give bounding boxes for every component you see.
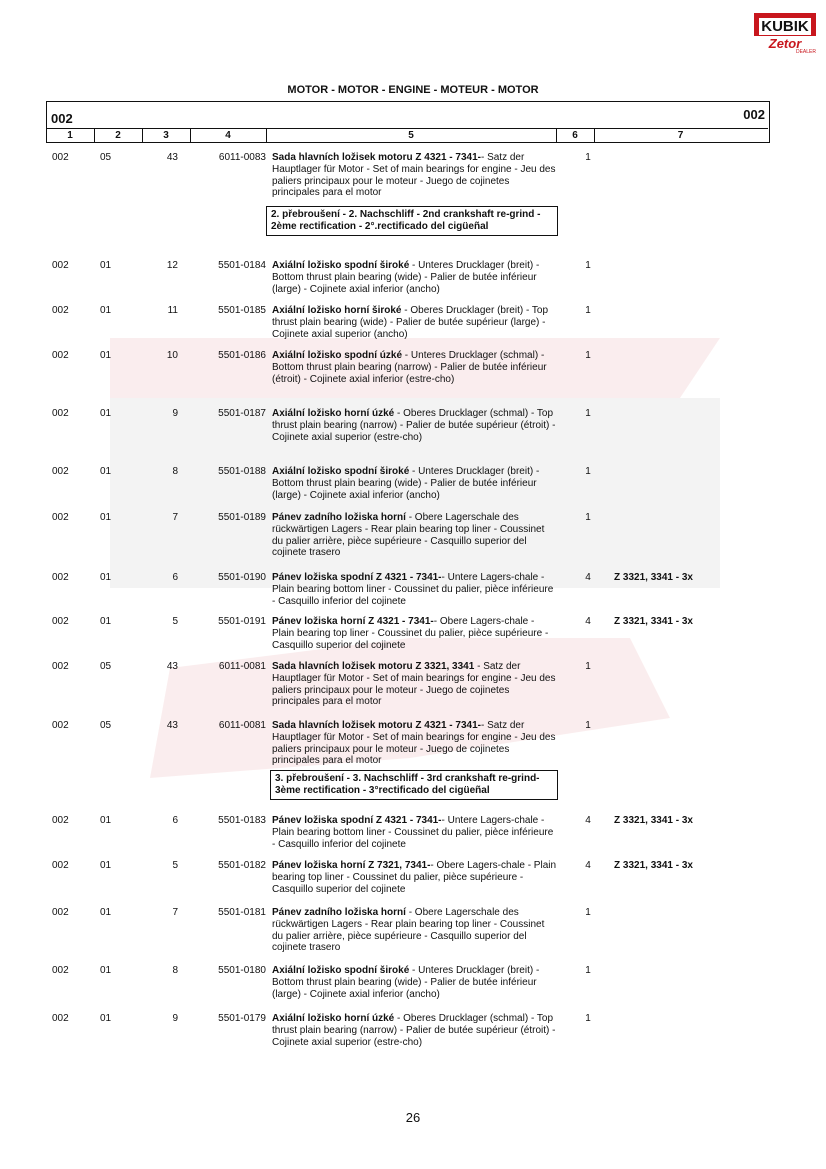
description-czech: Pánev zadního ložiska horní [272, 512, 406, 523]
description-czech: Sada hlavních ložisek motoru Z 4321 - 7341- [272, 720, 481, 731]
description-czech: Axiální ložisko horní úzké [272, 408, 395, 419]
description-cell [272, 815, 557, 850]
group-cell: 002 [52, 965, 69, 976]
description-cell [272, 661, 557, 708]
position-cell: 6 [172, 572, 178, 583]
part-number-cell: 6011-0081 [218, 661, 266, 672]
page-title: MOTOR - MOTOR - ENGINE - MOTEUR - MOTOR [287, 84, 539, 96]
logo-zetor-text: Zetor [768, 36, 802, 51]
group-cell: 002 [52, 152, 69, 163]
description-czech: Sada hlavních ložisek motoru Z 4321 - 7341- [272, 152, 481, 163]
col-header-2: 2 [94, 129, 143, 142]
part-number-cell: 5501-0182 [218, 860, 266, 871]
part-number-cell: 5501-0183 [218, 815, 266, 826]
group-cell: 002 [52, 512, 69, 523]
part-number-cell: 5501-0191 [218, 616, 266, 627]
part-number-cell: 5501-0184 [218, 260, 266, 271]
col-header-4: 4 [190, 129, 267, 142]
subgroup-cell: 01 [100, 965, 112, 976]
regrind-note-2: 2. přebroušení - 2. Nachschliff - 2nd crankshaft re-grind - 2ème rectification - 2°.rectificado del cigüeñal [266, 206, 558, 236]
description-cell [272, 965, 557, 1000]
group-number-right: 002 [743, 107, 765, 122]
description-czech: Axiální ložisko horní široké [272, 305, 402, 316]
group-cell: 002 [52, 572, 69, 583]
description-translations: - Satz der Hauptlager für Motor - Set of main bearings for engine - Jeu des paliers principaux pour le moteur - Juego de cojinetes principales para el motor [272, 661, 556, 708]
subgroup-cell: 01 [100, 907, 112, 918]
part-number-cell: 6011-0083 [218, 152, 266, 163]
description-czech: Pánev ložiska horní Z 7321, 7341- [272, 860, 431, 871]
description-cell [272, 260, 557, 295]
part-number-cell: 5501-0189 [218, 512, 266, 523]
kubik-zetor-logo [754, 13, 816, 55]
note-cell: Z 3321, 3341 - 3x [614, 616, 693, 627]
part-number-cell: 5501-0179 [218, 1013, 266, 1024]
position-cell: 9 [172, 408, 178, 419]
description-cell [272, 907, 557, 954]
part-number-cell: 5501-0180 [218, 965, 266, 976]
page-number: 26 [405, 1110, 421, 1125]
position-cell: 5 [172, 616, 178, 627]
description-cell [272, 152, 557, 199]
description-translations: - Obere Lagers-chale - Plain bearing top liner - Coussinet du palier, pièce supérieure - Casquillo superior del cojinete [272, 616, 549, 651]
description-cell [272, 466, 557, 501]
position-cell: 12 [166, 260, 178, 271]
subgroup-cell: 01 [100, 815, 112, 826]
group-number-left: 002 [51, 111, 73, 126]
description-translations: - Unteres Drucklager (breit) - Bottom thrust plain bearing (wide) - Palier de butée inférieur (large) - Cojinete axial inferior (ancho) [272, 965, 540, 1000]
description-cell [272, 1013, 557, 1048]
group-cell: 002 [52, 720, 69, 731]
position-cell: 8 [172, 965, 178, 976]
description-translations: - Oberes Drucklager (schmal) - Top thrust plain bearing (narrow) - Palier de butée supérieur (étroit) - Cojinete axial superior (estre-cho) [272, 408, 556, 443]
subgroup-cell: 01 [100, 616, 112, 627]
description-cell [272, 408, 557, 443]
note-cell: Z 3321, 3341 - 3x [614, 860, 693, 871]
group-cell: 002 [52, 466, 69, 477]
quantity-cell: 4 [585, 616, 591, 627]
group-cell: 002 [52, 305, 69, 316]
col-header-1: 1 [46, 129, 95, 142]
description-czech: Axiální ložisko spodní úzké [272, 350, 403, 361]
part-number-cell: 5501-0186 [218, 350, 266, 361]
description-translations: - Satz der Hauptlager für Motor - Set of main bearings for engine - Jeu des paliers principaux pour le moteur - Juego de cojinetes principales para el motor [272, 720, 556, 767]
subgroup-cell: 01 [100, 466, 112, 477]
description-czech: Axiální ložisko spodní široké [272, 965, 410, 976]
description-translations: - Obere Lagerschale des rückwärtigen Lagers - Rear plain bearing top liner - Coussinet du palier arrière, pièce supérieure - Casquillo superior del cojinete trasero [272, 512, 545, 559]
subgroup-cell: 01 [100, 1013, 112, 1024]
col-header-3: 3 [142, 129, 191, 142]
description-translations: - Satz der Hauptlager für Motor - Set of main bearings for engine - Jeu des paliers principaux pour le moteur - Juego de cojinetes principales para el motor [272, 152, 556, 199]
subgroup-cell: 01 [100, 512, 112, 523]
description-cell [272, 572, 557, 607]
subgroup-cell: 01 [100, 572, 112, 583]
description-translations: - Oberes Drucklager (schmal) - Top thrust plain bearing (narrow) - Palier de butée supérieur (étroit) - Cojinete axial superior (estre-cho) [272, 1013, 556, 1048]
description-czech: Pánev ložiska spodní Z 4321 - 7341- [272, 815, 442, 826]
part-number-cell: 5501-0185 [218, 305, 266, 316]
col-header-6: 6 [556, 129, 595, 142]
note-cell: Z 3321, 3341 - 3x [614, 572, 693, 583]
description-translations: - Unteres Drucklager (breit) - Bottom thrust plain bearing (wide) - Palier de butée inférieur (large) - Cojinete axial inferior (ancho) [272, 466, 540, 501]
quantity-cell: 1 [585, 661, 591, 672]
position-cell: 10 [166, 350, 178, 361]
regrind-note-3: 3. přebroušení - 3. Nachschliff - 3rd crankshaft re-grind- 3ème rectification - 3°rectificado del cigüeñal [270, 770, 558, 800]
description-translations: - Untere Lagers-chale - Plain bearing bottom liner - Coussinet du palier, pièce inférieure - Casquillo inferior del cojinete [272, 572, 554, 607]
group-cell: 002 [52, 260, 69, 271]
group-cell: 002 [52, 907, 69, 918]
description-cell [272, 512, 557, 559]
description-translations: - Obere Lagerschale des rückwärtigen Lagers - Rear plain bearing top liner - Coussinet du palier arrière, pièce supérieure - Casquillo superior del cojinete trasero [272, 907, 545, 954]
quantity-cell: 1 [585, 965, 591, 976]
quantity-cell: 1 [585, 466, 591, 477]
description-czech: Sada hlavních ložisek motoru Z 3321, 3341 [272, 661, 475, 672]
subgroup-cell: 01 [100, 260, 112, 271]
description-cell [272, 350, 557, 385]
subgroup-cell: 01 [100, 350, 112, 361]
subgroup-cell: 01 [100, 860, 112, 871]
description-translations: - Unteres Drucklager (breit) - Bottom thrust plain bearing (wide) - Palier de butée inférieur (large) - Cojinete axial inferior (ancho) [272, 260, 540, 295]
part-number-cell: 5501-0181 [218, 907, 266, 918]
note-cell: Z 3321, 3341 - 3x [614, 815, 693, 826]
group-cell: 002 [52, 1013, 69, 1024]
quantity-cell: 1 [585, 305, 591, 316]
position-cell: 43 [166, 661, 178, 672]
quantity-cell: 1 [585, 907, 591, 918]
group-cell: 002 [52, 408, 69, 419]
description-cell [272, 720, 557, 767]
position-cell: 11 [167, 305, 178, 316]
part-number-cell: 5501-0190 [218, 572, 266, 583]
col-header-7: 7 [677, 130, 684, 141]
description-czech: Axiální ložisko horní úzké [272, 1013, 395, 1024]
subgroup-cell: 01 [100, 305, 112, 316]
description-cell [272, 616, 557, 651]
description-translations: - Obere Lagers-chale - Plain bearing top liner - Coussinet du palier, pièce supérieure - Casquillo superior del cojinete [272, 860, 557, 895]
group-cell: 002 [52, 616, 69, 627]
quantity-cell: 1 [585, 350, 591, 361]
subgroup-cell: 01 [100, 408, 112, 419]
position-cell: 43 [166, 152, 178, 163]
position-cell: 6 [172, 815, 178, 826]
position-cell: 7 [172, 907, 178, 918]
position-cell: 8 [172, 466, 178, 477]
position-cell: 5 [172, 860, 178, 871]
group-cell: 002 [52, 661, 69, 672]
description-translations: - Untere Lagers-chale - Plain bearing bottom liner - Coussinet du palier, pièce inférieure - Casquillo inferior del cojinete [272, 815, 554, 850]
quantity-cell: 1 [585, 512, 591, 523]
part-number-cell: 5501-0188 [218, 466, 266, 477]
description-czech: Pánev zadního ložiska horní [272, 907, 406, 918]
description-czech: Pánev ložiska spodní Z 4321 - 7341- [272, 572, 442, 583]
quantity-cell: 1 [585, 408, 591, 419]
col-header-5: 5 [266, 129, 557, 142]
position-cell: 9 [172, 1013, 178, 1024]
logo-dealer-text: DEALER [795, 49, 816, 55]
description-cell [272, 305, 557, 340]
group-cell: 002 [52, 815, 69, 826]
quantity-cell: 1 [585, 152, 591, 163]
position-cell: 43 [166, 720, 178, 731]
subgroup-cell: 05 [100, 720, 112, 731]
quantity-cell: 1 [585, 260, 591, 271]
quantity-cell: 4 [585, 860, 591, 871]
group-cell: 002 [52, 350, 69, 361]
subgroup-cell: 05 [100, 152, 112, 163]
description-czech: Axiální ložisko spodní široké [272, 466, 410, 477]
part-number-cell: 5501-0187 [218, 408, 266, 419]
position-cell: 7 [172, 512, 178, 523]
quantity-cell: 4 [585, 815, 591, 826]
quantity-cell: 1 [585, 720, 591, 731]
description-translations: - Unteres Drucklager (schmal) - Bottom thrust plain bearing (narrow) - Palier de butée inférieur (étroit) - Cojinete axial inferior (estre-cho) [272, 350, 547, 385]
logo-kubik-text: KUBIK [754, 13, 816, 36]
quantity-cell: 1 [585, 1013, 591, 1024]
description-translations: - Oberes Drucklager (breit) - Top thrust plain bearing (wide) - Palier de butée supérieur (large) - Cojinete axial superior (ancho) [272, 305, 549, 340]
part-number-cell: 6011-0081 [218, 720, 266, 731]
subgroup-cell: 05 [100, 661, 112, 672]
description-czech: Axiální ložisko spodní široké [272, 260, 410, 271]
description-cell [272, 860, 557, 895]
quantity-cell: 4 [585, 572, 591, 583]
description-czech: Pánev ložiska horní Z 4321 - 7341- [272, 616, 434, 627]
group-cell: 002 [52, 860, 69, 871]
column-header-row [46, 128, 768, 142]
